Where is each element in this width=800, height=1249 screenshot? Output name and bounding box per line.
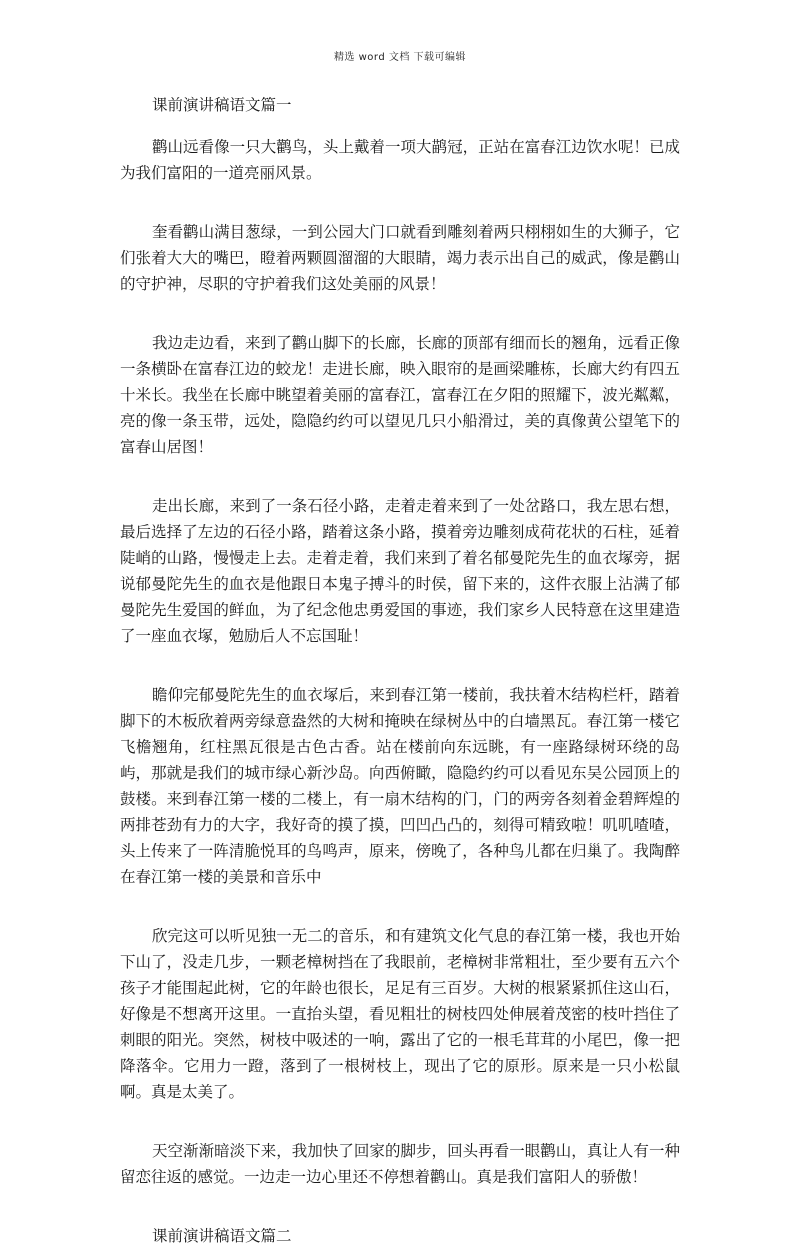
paragraph-3: 我边走边看，来到了鹳山脚下的长廊，长廊的顶部有细而长的翘角，远看正像一条横卧在富春江边的蛟龙！走进长廊，映入眼帘的是画梁雕栋，长廊大约有四五十米长。我坐在长廊中眺望着美丽的富春江，富春江在夕阳的照耀下，波光粼粼，亮的像一条玉带，远处，隐隐约约可以望见几只小船滑过，美的真像黄公望笔下的富春山居图！ <box>120 334 680 456</box>
document-body <box>120 92 680 1249</box>
section-title-1: 课前演讲稿语文篇一 <box>152 96 292 114</box>
paragraph-4: 走出长廊，来到了一条石径小路，走着走着来到了一处岔路口，我左思右想，最后选择了左边的石径小路，踏着这条小路，摸着旁边雕刻成荷花状的石柱，延着陡峭的山路，慢慢走上去。走着走着，我们来到了着名郁曼陀先生的血衣塚旁，据说郁曼陀先生的血衣是他跟日本鬼子搏斗的时侯，留下来的，这件衣服上沾满了郁曼陀先生爱国的鲜血，为了纪念他忠勇爱国的事迹，我们家乡人民特意在这里建造了一座血衣塚，勉励后人不忘国耻！ <box>120 497 680 645</box>
paragraph-1: 鹳山远看像一只大鹳鸟，头上戴着一项大鹋冠，正站在富春江边饮水呢！已成为我们富阳的一道亮丽风景。 <box>120 138 680 182</box>
paragraph-6: 欣完这可以听见独一无二的音乐，和有建筑文化气息的春江第一楼，我也开始下山了，没走几步，一颗老樟树挡在了我眼前，老樟树非常粗壮，至少要有五六个孩子才能围起此树，它的年龄也很长，足足有三百岁。大树的根紧紧抓住这山石，好像是不想离开这里。一直抬头望，看见粗壮的树枝四处伸展着茂密的枝叶挡住了刺眼的阳光。突然，树枝中吸述的一响，露出了它的一根毛茸茸的小尾巴，像一把降落伞。它用力一蹬，落到了一根树枝上，现出了它的原形。原来是一只小松鼠啊。真是太美了。 <box>120 927 680 1101</box>
page-header: 精选 word 文档 下载可编辑 <box>333 52 467 63</box>
paragraph-7: 天空渐渐暗淡下来，我加快了回家的脚步，回头再看一眼鹳山，真让人有一种留恋往返的感觉。一边走一边心里还不停想着鹳山。真是我们富阳人的骄傲！ <box>120 1142 680 1186</box>
paragraph-2: 奎看鹳山满目葱绿，一到公园大门口就看到雕刻着两只栩栩如生的大狮子，它们张着大大的嘴巴，瞪着两颗圆溜溜的大眼睛，竭力表示出自己的威武，像是鹳山的守护神，尽职的守护着我们这处美丽的风景！ <box>120 223 680 293</box>
section-title-2: 课前演讲稿语文篇二 <box>152 1227 292 1245</box>
paragraph-5: 瞻仰完郁曼陀先生的血衣塚后，来到春江第一楼前，我扶着木结构栏杆，踏着脚下的木板欣着两旁绿意盎然的大树和掩映在绿树丛中的白墙黑瓦。春江第一楼它飞檐翘角，红柱黑瓦很是古色古香。站在楼前向东远眺，有一座路绿树环绕的岛屿，那就是我们的城市绿心新沙岛。向西俯瞰，隐隐约约可以看见东吴公园顶上的鼓楼。来到春江第一楼的二楼上，有一扇木结构的门，门的两旁各刻着金碧辉煌的两排苍劲有力的大字，我好奇的摸了摸，凹凹凸凸的，刻得可精致啦！叽叽喳喳，头上传来了一阵清脆悦耳的鸟鸣声，原来，傍晚了，各种鸟儿都在归巢了。我陶醉在春江第一楼的美景和音乐中 <box>120 686 680 886</box>
